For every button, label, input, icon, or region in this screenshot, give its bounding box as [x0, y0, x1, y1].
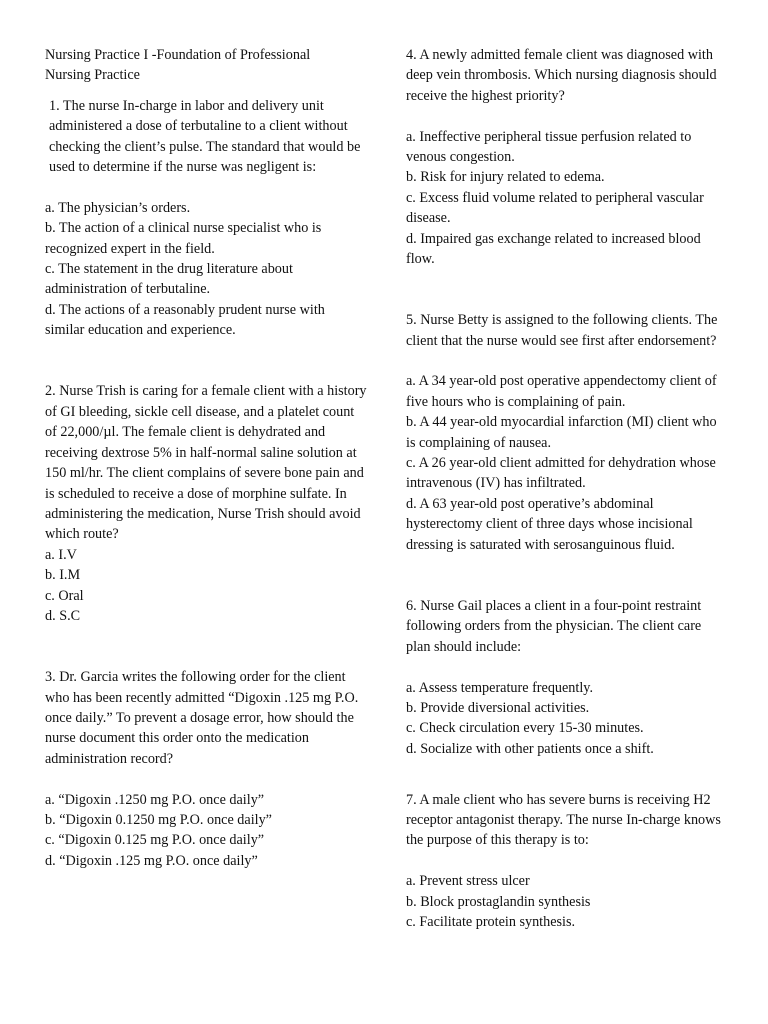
option-c: c. Facilitate protein synthesis. — [406, 913, 576, 930]
option-d: d. A 63 year-old post operative’s abdominal hysterectomy client of three days whose incisional dressing is saturated with serosanguinous fluid. — [406, 495, 693, 553]
option-b: b. The action of a clinical nurse specialist who is recognized expert in the field. — [45, 220, 322, 257]
answer-options — [45, 790, 367, 872]
option-b: b. Provide diversional activities. — [406, 699, 590, 716]
option-a: a. Assess temperature frequently. — [406, 679, 593, 696]
left-column — [45, 45, 367, 871]
answer-options — [406, 127, 728, 270]
question-3 — [45, 667, 367, 871]
option-c: c. Check circulation every 15-30 minutes. — [406, 720, 644, 737]
option-a: a. Ineffective peripheral tissue perfusion related to venous congestion. — [406, 128, 692, 166]
question-stem: 4. A newly admitted female client was diagnosed with deep vein thrombosis. Which nursing diagnosis should receive the highest priority? — [406, 47, 717, 104]
right-column — [406, 45, 728, 932]
option-a: a. A 34 year-old post operative appendectomy client of five hours who is complaining of pain. — [406, 373, 717, 410]
option-c: c. “Digoxin 0.125 mg P.O. once daily” — [45, 832, 265, 849]
answer-options — [406, 871, 728, 932]
option-b: b. Risk for injury related to edema. — [406, 169, 605, 186]
answer-options — [406, 678, 728, 760]
document-title — [45, 45, 367, 86]
option-b: b. “Digoxin 0.1250 mg P.O. once daily” — [45, 811, 272, 828]
option-d: d. Impaired gas exchange related to increased blood flow. — [406, 230, 701, 268]
question-2 — [45, 381, 367, 626]
option-c: c. The statement in the drug literature about administration of terbutaline. — [45, 261, 293, 298]
option-a: a. The physician’s orders. — [45, 199, 191, 216]
answer-options — [45, 198, 367, 341]
option-d: d. S.C — [45, 607, 81, 624]
option-c: c. Oral — [45, 587, 84, 604]
question-6 — [406, 596, 728, 759]
question-stem: 6. Nurse Gail places a client in a four-point restraint following orders from the physician. The client care plan should include: — [406, 597, 702, 655]
option-a: a. “Digoxin .1250 mg P.O. once daily” — [45, 791, 265, 808]
option-a: a. I.V — [45, 546, 77, 563]
title-line-1: Nursing Practice I -Foundation of Professional — [45, 47, 311, 63]
option-c: c. Excess fluid volume related to peripheral vascular disease. — [406, 189, 704, 227]
option-b: b. A 44 year-old myocardial infarction (MI) client who is complaining of nausea. — [406, 414, 717, 451]
option-c: c. A 26 year-old client admitted for dehydration whose intravenous (IV) has infiltrated. — [406, 455, 716, 492]
question-7 — [406, 790, 728, 933]
answer-options — [406, 371, 728, 555]
option-b: b. Block prostaglandin synthesis — [406, 893, 591, 910]
question-5 — [406, 310, 728, 555]
answer-options — [45, 545, 367, 627]
option-b: b. I.M — [45, 567, 81, 584]
question-stem: 5. Nurse Betty is assigned to the following clients. The client that the nurse would see first after endorsement? — [406, 312, 718, 349]
option-d: d. Socialize with other patients once a shift. — [406, 740, 654, 757]
title-line-2: Nursing Practice — [45, 67, 140, 84]
option-a: a. Prevent stress ulcer — [406, 873, 530, 890]
question-stem: 2. Nurse Trish is caring for a female client with a history of GI bleeding, sickle cell disease, and a platelet count of 22,000/µl. The female client is dehydrated and receiving dextrose 5% in half-normal saline solution at 150 ml/hr. The client complains of severe bone pain and is scheduled to receive a dose of morphine sulfate. In administering the medication, Nurse Trish should avoid which route? — [45, 383, 367, 543]
question-1 — [45, 96, 367, 341]
question-stem: 7. A male client who has severe burns is receiving H2 receptor antagonist therapy. The nurse In-charge knows the purpose of this therapy is to: — [406, 791, 721, 849]
question-stem: 3. Dr. Garcia writes the following order for the client who has been recently admitted “Digoxin .125 mg P.O. once daily.” To prevent a dosage error, how should the nurse document this order onto the medication administration record? — [45, 669, 359, 767]
option-d: d. “Digoxin .125 mg P.O. once daily” — [45, 852, 258, 869]
question-stem: 1. The nurse In-charge in labor and delivery unit administered a dose of terbutaline to a client without checking the client’s pulse. The standard that would be used to determine if the nurse was negligent is: — [49, 97, 361, 176]
option-d: d. The actions of a reasonably prudent nurse with similar education and experience. — [45, 301, 325, 339]
question-4 — [406, 45, 728, 269]
